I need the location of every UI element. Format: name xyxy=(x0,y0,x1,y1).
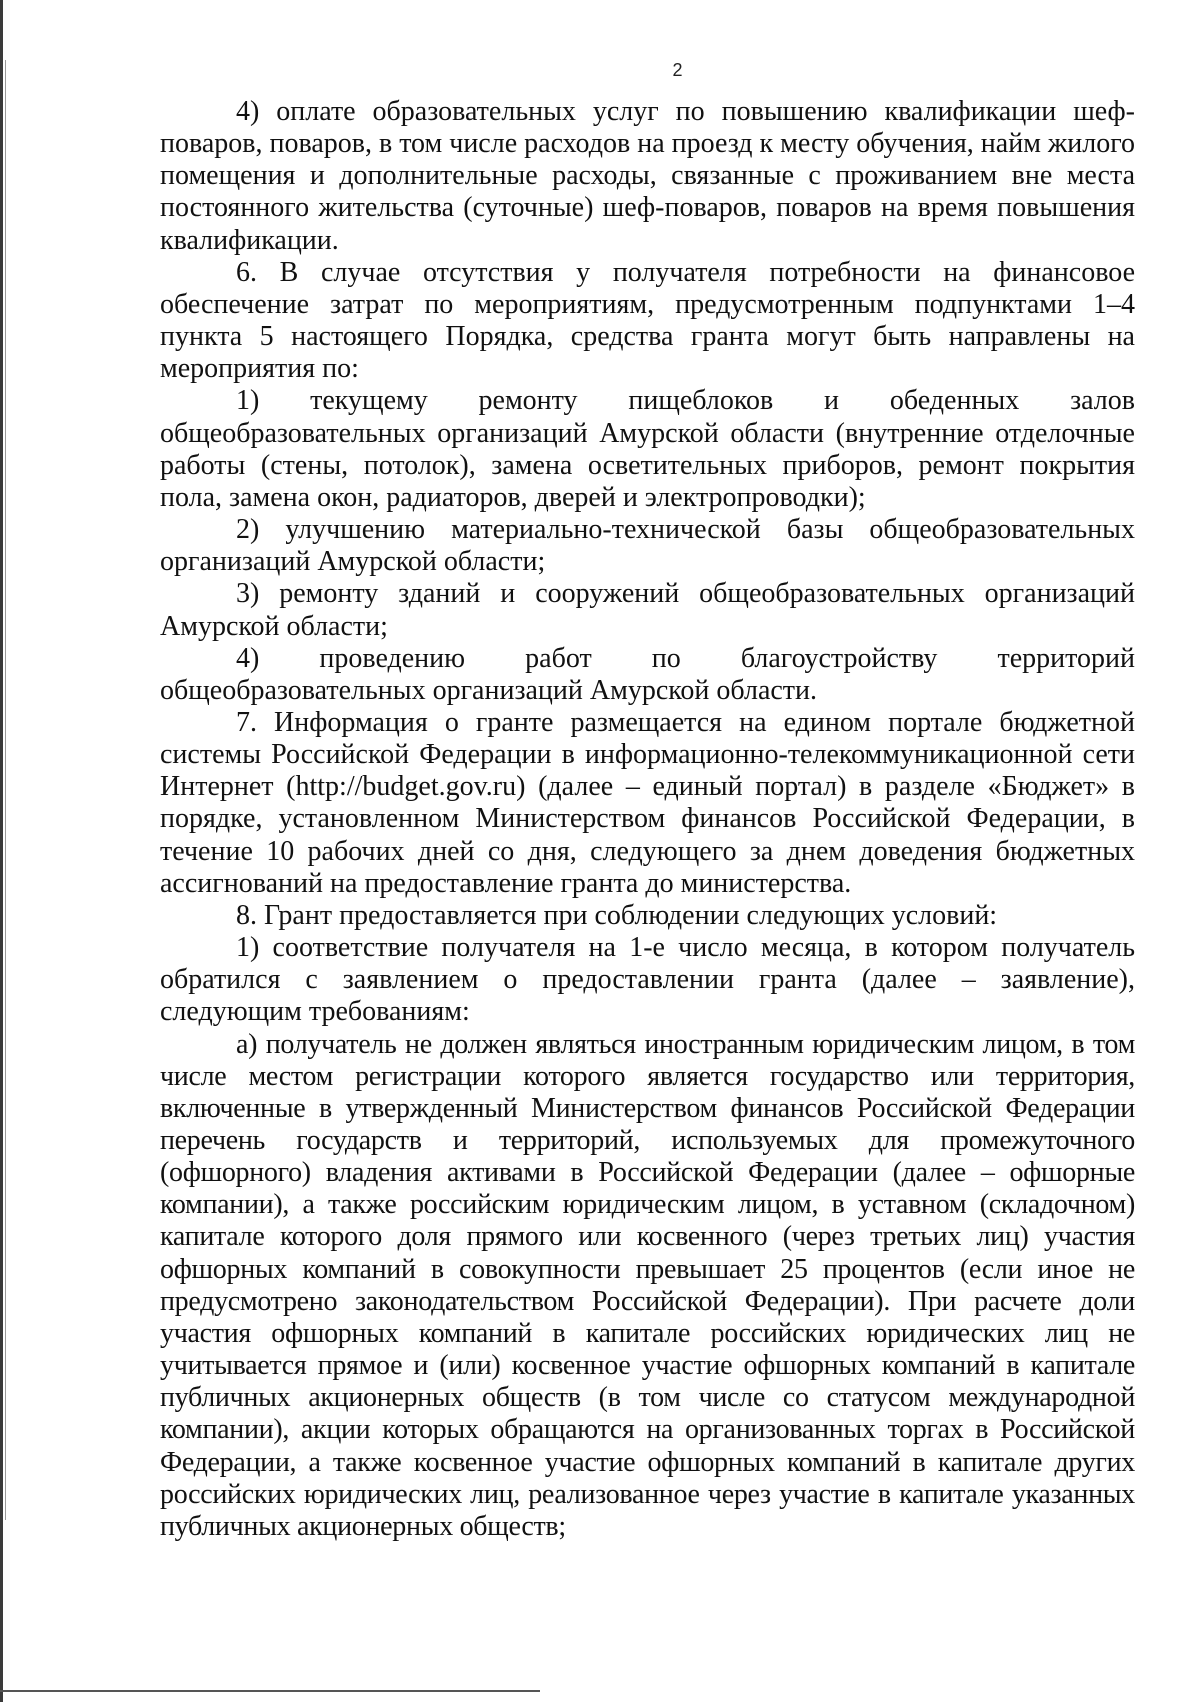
paragraph-clause-6: 6. В случае отсутствия у получателя потребности на финансовое обеспечение затрат по мероприятиям, предусмотренным подпунктами 1–4 пункта 5 настоящего Порядка, средства гранта могут быть направлены на мероприятия по: xyxy=(160,256,1135,385)
paragraph-item-3-building-repair: 3) ремонту зданий и сооружений общеобразовательных организаций Амурской области; xyxy=(160,578,1135,642)
paragraph-clause-7: 7. Информация о гранте размещается на едином портале бюджетной системы Российской Федерации в информационно-телекоммуникационной сети Интернет (http://budget.gov.ru) (далее – единый портал) в разделе «Бюджет» в порядке, установленном Министерством финансов Российской Федерации, в течение 10 рабочих дней со дня, следующего за днем доведения бюджетных ассигнований на предоставление гранта до министерства. xyxy=(160,706,1135,899)
paragraph-item-1-requirements: 1) соответствие получателя на 1-е число месяца, в котором получатель обратился с заявлением о предоставлении гранта (далее – заявление), следующим требованиям: xyxy=(160,932,1135,1028)
scan-edge-left xyxy=(0,0,3,1702)
paragraph-clause-8: 8. Грант предоставляется при соблюдении следующих условий: xyxy=(236,899,998,931)
paragraph-item-4-chef-training: 4) оплате образовательных услуг по повышению квалификации шеф-поваров, поваров, в том числе расходов на проезд к месту обучения, найм жилого помещения и дополнительные расходы, связанные с проживанием вне места постоянного жительства (суточные) шеф-поваров, поваров на время повышения квалификации. xyxy=(160,96,1136,256)
page-number: 2 xyxy=(672,60,683,80)
paragraph-item-4-landscaping: 4) проведению работ по благоустройству территорий общеобразовательных организаций Амурской области. xyxy=(160,642,1135,706)
paragraph-item-2-material-base: 2) улучшению материально-технической базы общеобразовательных организаций Амурской области; xyxy=(160,514,1135,578)
scan-edge-left-inner xyxy=(5,60,6,1520)
paragraph-item-1-canteen-repair: 1) текущему ремонту пищеблоков и обеденных залов общеобразовательных организаций Амурской области (внутренние отделочные работы (стены, потолок), замена осветительных приборов, ремонт покрытия пола, замена окон, радиаторов, дверей и электропроводки); xyxy=(160,385,1135,513)
scan-edge-bottom xyxy=(0,1690,540,1692)
paragraph-item-a-offshore: а) получатель не должен являться иностранным юридическим лицом, в том числе местом регистрации которого является государство или территория, включенные в утвержденный Министерством финансов Российской Федерации перечень государств и территорий, используемых для промежуточного (офшорного) владения активами в Российской Федерации (далее – офшорные компании), а также российским юридическим лицом, в уставном (складочном) капитале которого доля прямого или косвенного (через третьих лиц) участия офшорных компаний в совокупности превышает 25 процентов (если иное не предусмотрено законодательством Российской Федерации). При расчете доли участия офшорных компаний в капитале российских юридических лиц не учитывается прямое и (или) косвенное участие офшорных компаний в капитале публичных акционерных обществ (в том числе со статусом международной компании), акции которых обращаются на организованных торгах в Российской Федерации, а также косвенное участие офшорных компаний в капитале других российских юридических лиц, реализованное через участие в капитале указанных публичных акционерных обществ; xyxy=(160,1028,1135,1542)
document-body xyxy=(160,96,1135,1543)
